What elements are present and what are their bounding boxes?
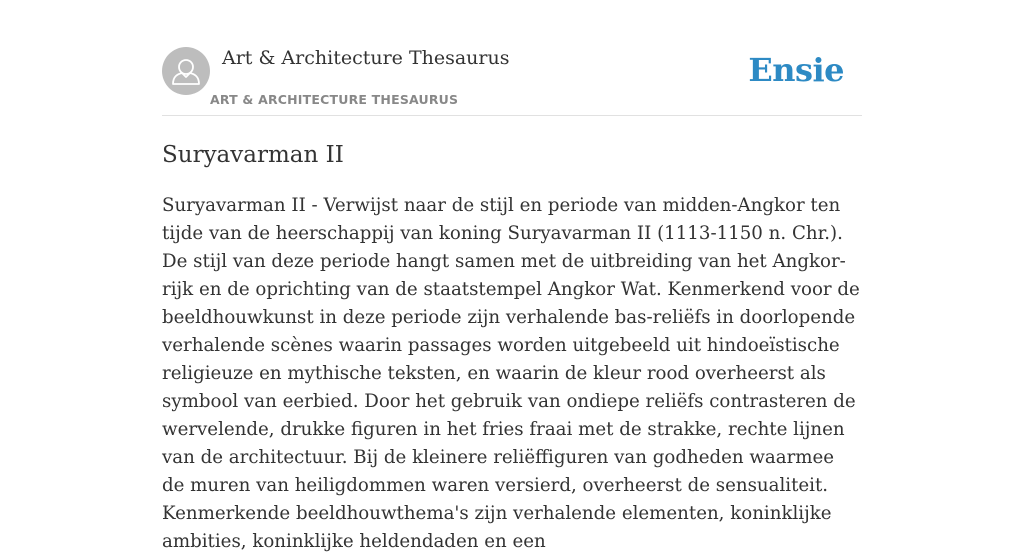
- entry-body: Suryavarman II - Verwijst naar de stijl en periode van midden-Angkor ten tijde van de heerschappij van koning Suryavarman II (1113-1150 n. Chr.). De stijl van deze periode hangt samen met de uitbreiding van het Angkor-rijk en de oprichting van de staatstempel Angkor Wat. Kenmerkend voor de beeldhouwkunst in deze periode zijn verhalende bas-reliëfs in doorlopende verhalende scènes waarin passages worden uitgebeeld uit hindoeïstische religieuze en mythische teksten, en waarin de kleur rood overheerst als symbool van eerbied. Door het gebruik van ondiepe reliëfs contrasteren de wervelende, drukke figuren in het fries fraai met de strakke, rechte lijnen van de architectuur. Bij de kleinere reliëffiguren van godheden waarmee de muren van heiligdommen waren versierd, overheerst de sensualiteit. Kenmerkende beeldhouwthema's zijn verhalende elementen, koninklijke ambities, koninklijke heldendaden en een: [162, 195, 860, 552]
- source-title-link[interactable]: Art & Architecture Thesaurus: [222, 47, 510, 69]
- content-container: [162, 0, 862, 552]
- ensie-logo[interactable]: Ensie: [748, 51, 844, 89]
- source-subtitle: ART & ARCHITECTURE THESAURUS: [210, 92, 459, 107]
- user-silhouette-icon[interactable]: [162, 47, 210, 95]
- source-header: [162, 0, 862, 116]
- entry-title: Suryavarman II: [162, 142, 344, 168]
